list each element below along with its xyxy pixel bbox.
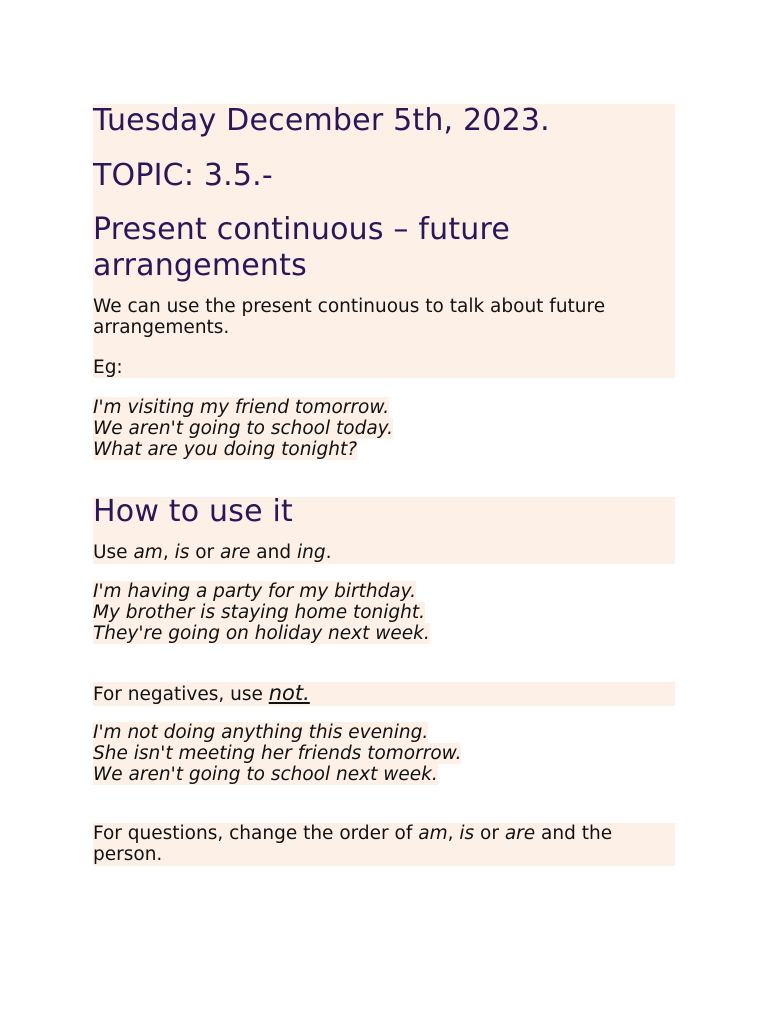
- questions-prefix: For questions, change the order of: [93, 823, 419, 844]
- date-heading: Tuesday December 5th, 2023.: [93, 103, 550, 138]
- use-line: [93, 542, 331, 563]
- example-line: What are you doing tonight?: [93, 439, 358, 460]
- page-title: Present continuous – future arrangements: [93, 212, 511, 283]
- examples-list-2: [93, 581, 430, 644]
- use-end: .: [325, 542, 332, 563]
- how-heading: How to use it: [93, 494, 293, 529]
- topic-heading: TOPIC: 3.5.-: [93, 158, 273, 193]
- negatives-word: not.: [268, 681, 310, 705]
- example-line: We aren't going to school today.: [93, 418, 394, 439]
- example-line: I'm not doing anything this evening.: [93, 722, 429, 743]
- examples-list-3: [93, 722, 461, 785]
- example-line: I'm having a party for my birthday.: [93, 581, 417, 602]
- questions-end: and the person.: [93, 823, 613, 865]
- questions-word-is: is: [459, 823, 475, 844]
- use-sep: and: [250, 542, 297, 563]
- negatives-prefix: For negatives, use: [93, 684, 269, 705]
- questions-sep: ,: [447, 823, 460, 844]
- use-prefix: Use: [93, 542, 134, 563]
- example-line: She isn't meeting her friends tomorrow.: [93, 743, 462, 764]
- use-sep: or: [189, 542, 221, 563]
- use-word-ing: ing: [296, 542, 326, 563]
- examples-list-1: [93, 397, 393, 460]
- questions-word-are: are: [504, 823, 536, 844]
- eg-label: Eg:: [93, 357, 123, 378]
- use-word-is: is: [174, 542, 190, 563]
- use-word-are: are: [220, 542, 251, 563]
- questions-sep: or: [474, 823, 505, 844]
- questions-word-am: am: [418, 823, 448, 844]
- example-line: We aren't going to school next week.: [93, 764, 438, 785]
- example-line: I'm visiting my friend tomorrow.: [93, 397, 390, 418]
- negatives-line: [93, 683, 310, 705]
- use-sep: ,: [162, 542, 175, 563]
- questions-line: [93, 823, 678, 865]
- example-line: My brother is staying home tonight.: [93, 602, 425, 623]
- intro-text: We can use the present continuous to talk about future arrangements.: [93, 296, 606, 338]
- example-line: They're going on holiday next week.: [93, 623, 430, 644]
- use-word-am: am: [133, 542, 163, 563]
